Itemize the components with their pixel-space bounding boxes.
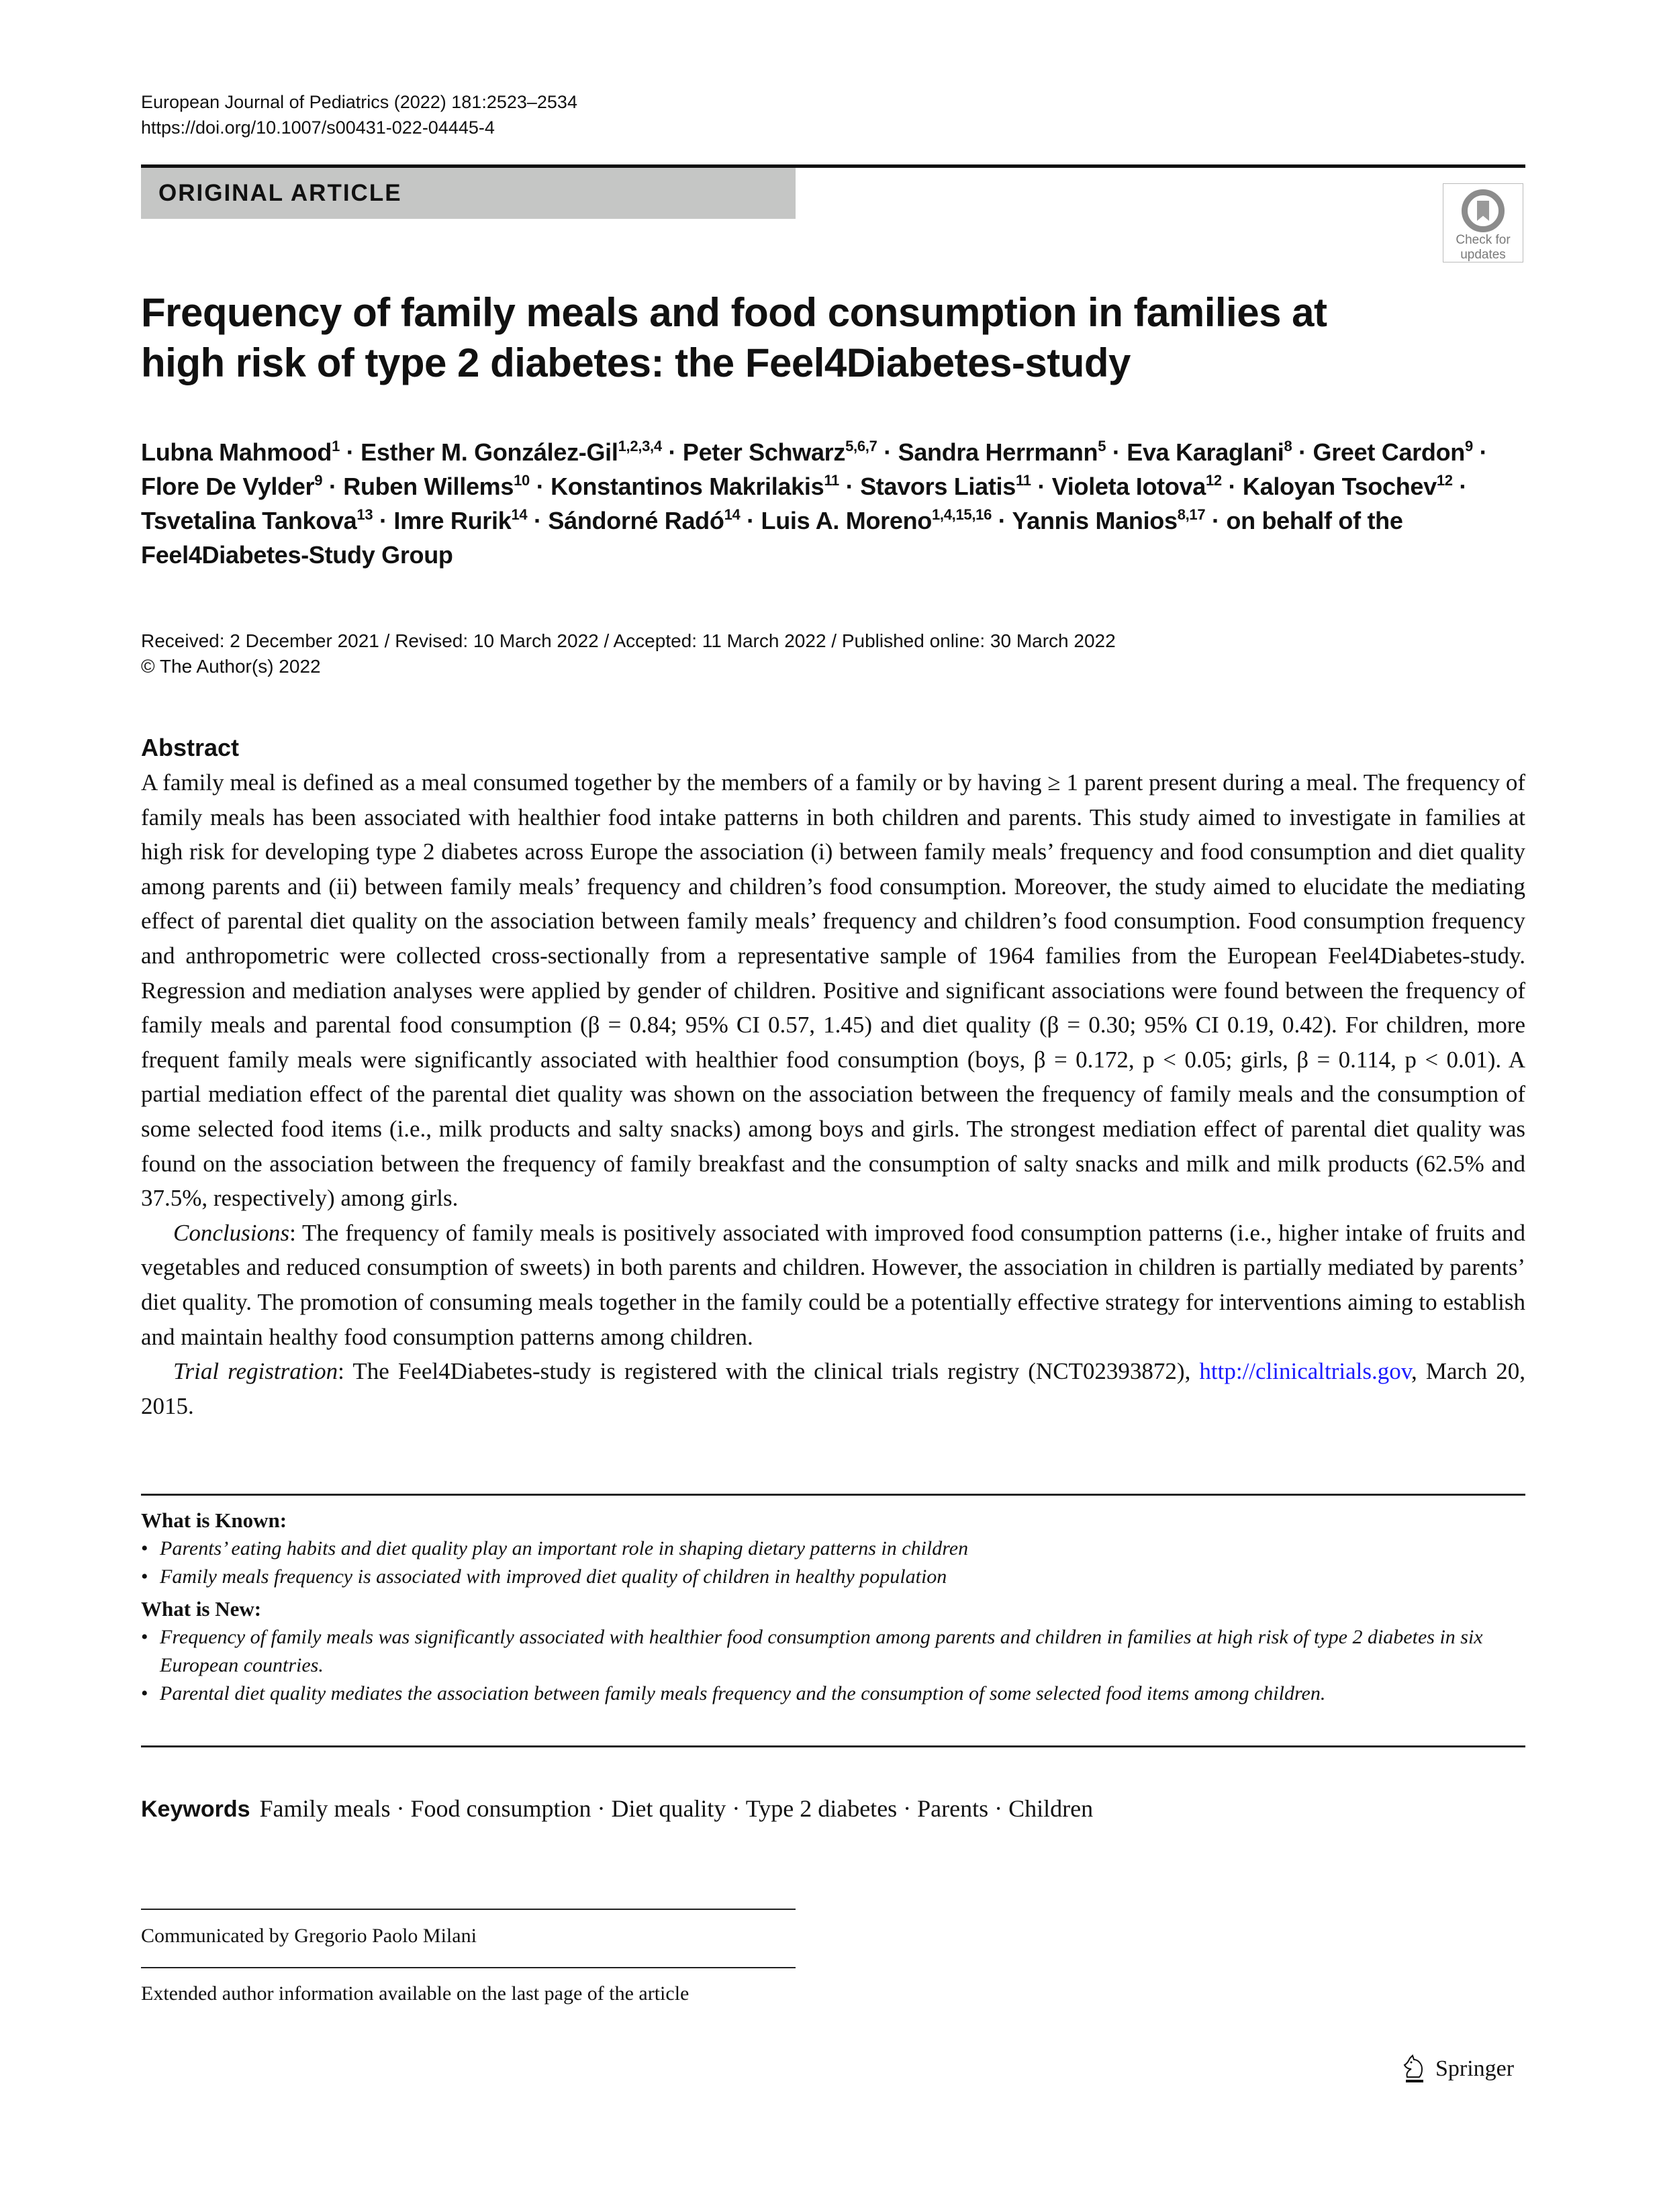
- article-type-banner: ORIGINAL ARTICLE: [141, 168, 796, 219]
- keywords: [141, 1794, 1093, 1824]
- author-name[interactable]: Luis A. Moreno: [761, 507, 932, 534]
- what-is-known-list: [141, 1535, 1524, 1591]
- author-list: Lubna Mahmood$^1$ · Esther M. González-Gil$^{1,2,3,4}$ · Peter Schwarz$^{5,6,7}$ · Sandra Herrmann$^5$ · Eva Karaglani$^8$ · Greet Cardon$^9$ · Flore De Vylder$^9$ · Ruben Willems$^{10}$ · Konstantinos Makrilakis$^{11}$ · Stavors Liatis$^{11}$ · Violeta Iotova$^{12}$ · Kaloyan Tsochev$^{12}$ · Tsvetalina Tankova$^{13}$ · Imre Rurik$^{14}$ · Sándorné Radó$^{14}$ · Luis A. Moreno$^{1,4,15,16}$ · Yannis Manios$^{8,17}$ · on behalf of the Feel4Diabetes-Study Group: [141, 438, 1488, 569]
- author-name[interactable]: Konstantinos Makrilakis: [551, 473, 824, 500]
- keywords-label: Keywords: [141, 1796, 250, 1822]
- author-name[interactable]: Violeta Iotova: [1051, 473, 1206, 500]
- publisher-name: Springer: [1435, 2056, 1515, 2081]
- author-affiliation: 13: [356, 506, 373, 523]
- trial-label: Trial registration: [173, 1358, 338, 1385]
- known-item: • Family meals frequency is associated with improved diet quality of children in healthy population: [141, 1563, 1524, 1591]
- author-name[interactable]: Tsvetalina Tankova: [141, 507, 357, 534]
- abstract-trial-registration: [141, 1354, 1525, 1423]
- conclusions-label: Conclusions: [173, 1219, 290, 1246]
- author-affiliation: 12: [1436, 472, 1453, 489]
- author-affiliation: 5,6,7: [845, 438, 877, 454]
- check-updates-line1: Check for: [1456, 233, 1511, 247]
- abstract-conclusions: [141, 1216, 1525, 1354]
- abstract-heading: Abstract: [141, 734, 240, 761]
- author-affiliation: 1,4,15,16: [932, 506, 992, 523]
- check-for-updates-icon: [1462, 189, 1505, 232]
- dates-line: Received: 2 December 2021 / Revised: 10 March 2022 / Accepted: 11 March 2022 / Published online: 30 March 2022: [141, 630, 1116, 651]
- author-group: on behalf of the Feel4Diabetes-Study Group: [141, 507, 1403, 569]
- author-affiliation: 12: [1205, 472, 1222, 489]
- footnote-rule: [141, 1909, 796, 1910]
- springer-logo: [1402, 2054, 1514, 2084]
- what-is-new-list: [141, 1623, 1524, 1708]
- extended-author-info: Extended author information available on the last page of the article: [141, 1982, 689, 2005]
- author-affiliation: 10: [514, 472, 530, 489]
- new-item: • Parental diet quality mediates the association between family meals frequency and the consumption of some selected food items among children.: [141, 1680, 1524, 1708]
- trial-end: , March 20, 2015.: [141, 1358, 1525, 1419]
- author-affiliation: 11: [1015, 472, 1031, 489]
- known-new-top-rule: [141, 1494, 1525, 1496]
- author-name[interactable]: Stavors Liatis: [860, 473, 1016, 500]
- author-name[interactable]: Lubna Mahmood: [141, 438, 332, 466]
- doi-link[interactable]: https://doi.org/10.1007/s00431-022-04445-4: [141, 117, 495, 138]
- author-affiliation: 1,2,3,4: [618, 438, 662, 454]
- author-name[interactable]: Peter Schwarz: [682, 438, 846, 466]
- author-name[interactable]: Eva Karaglani: [1127, 438, 1284, 466]
- known-new-bottom-rule: [141, 1745, 1525, 1747]
- communicated-by: Communicated by Gregorio Paolo Milani: [141, 1925, 477, 1947]
- what-is-known-box: [141, 1506, 1524, 1708]
- known-item: • Parents’ eating habits and diet quality play an important role in shaping dietary patterns in children: [141, 1535, 1524, 1563]
- clinicaltrials-link[interactable]: http://clinicaltrials.gov: [1199, 1358, 1411, 1385]
- author-affiliation: 1: [332, 438, 340, 454]
- author-affiliation: 14: [511, 506, 528, 523]
- paper-title: Frequency of family meals and food consumption in families at high risk of type 2 diabetes: the Feel4Diabetes-study: [141, 290, 1327, 385]
- abstract-main-paragraph: A family meal is defined as a meal consumed together by the members of a family or by having ≥ 1 parent present during a meal. The frequency of family meals has been associated with healthier food intake patterns in both children and parents. This study aimed to investigate in families at high risk for developing type 2 diabetes across Europe the association (i) between family meals’ frequency and food consumption and diet quality among parents and (ii) between family meals’ frequency and children’s food consumption. Moreover, the study aimed to elucidate the mediating effect of parental diet quality on the association between family meals’ frequency and children’s food consumption. Food consumption frequency and anthropometric were collected cross-sectionally from a representative sample of 1964 families from the European Feel4Diabetes-study. Regression and mediation analyses were applied by gender of children. Positive and significant associations were found between the frequency of family meals and parental food consumption (β = 0.84; 95% CI 0.57, 1.45) and diet quality (β = 0.30; 95% CI 0.19, 0.42). For children, more frequent family meals were significantly associated with healthier food consumption (boys, β = 0.172, p < 0.05; girls, β = 0.114, p < 0.01). A partial mediation effect of the parental diet quality was shown on the association between the frequency of family meals and the consumption of some selected food items (i.e., milk products and salty snacks) among boys and girls. The strongest mediation effect of parental diet quality was found on the association between the frequency of family breakfast and the consumption of salty snacks and milk and milk products (62.5% and 37.5%, respectively) among girls.: [141, 769, 1525, 1212]
- author-affiliation: 9: [314, 472, 323, 489]
- footnote-rule-2: [141, 1967, 796, 1968]
- author-name[interactable]: Ruben Willems: [343, 473, 514, 500]
- abstract-body: [141, 765, 1525, 1423]
- journal-citation: European Journal of Pediatrics (2022) 181:2523–2534: [141, 92, 577, 112]
- author-name[interactable]: Esther M. González-Gil: [361, 438, 618, 466]
- author-affiliation: 11: [824, 472, 839, 489]
- author-name[interactable]: Sándorné Radó: [548, 507, 724, 534]
- author-affiliation: 9: [1464, 438, 1473, 454]
- author-affiliation: 5: [1098, 438, 1106, 454]
- author-name[interactable]: Yannis Manios: [1012, 507, 1178, 534]
- new-item: • Frequency of family meals was significantly associated with healthier food consumption among parents and children in families at high risk of type 2 diabetes in six European countries.: [141, 1623, 1524, 1680]
- what-is-new-heading: What is New:: [141, 1597, 262, 1621]
- publication-dates: [141, 628, 1116, 679]
- copyright-line: © The Author(s) 2022: [141, 656, 321, 677]
- springer-knight-icon: [1402, 2054, 1427, 2084]
- conclusions-text: : The frequency of family meals is positively associated with improved food consumption patterns (i.e., higher intake of fruits and vegetables and reduced consumption of sweets) in both parents and children. However, the association in children is partially mediated by parents’ diet quality. The promotion of consuming meals together in the family could be a potentially effective strategy for interventions aiming to establish and maintain healthy food consumption patterns among children.: [141, 1219, 1525, 1350]
- check-updates-line2: updates: [1460, 248, 1506, 262]
- author-name[interactable]: Kaloyan Tsochev: [1242, 473, 1437, 500]
- author-affiliation: 8,17: [1177, 506, 1206, 523]
- trial-text: : The Feel4Diabetes-study is registered with the clinical trials registry (NCT02393872),: [338, 1358, 1200, 1385]
- check-for-updates-button[interactable]: [1443, 183, 1523, 262]
- author-name[interactable]: Sandra Herrmann: [898, 438, 1098, 466]
- keywords-list: Family meals · Food consumption · Diet quality · Type 2 diabetes · Parents · Children: [259, 1795, 1094, 1822]
- what-is-known-heading: What is Known:: [141, 1508, 287, 1532]
- author-name[interactable]: Greet Cardon: [1313, 438, 1465, 466]
- author-name[interactable]: Imre Rurik: [393, 507, 512, 534]
- author-name[interactable]: Flore De Vylder: [141, 473, 315, 500]
- author-affiliation: 8: [1284, 438, 1292, 454]
- author-affiliation: 14: [724, 506, 741, 523]
